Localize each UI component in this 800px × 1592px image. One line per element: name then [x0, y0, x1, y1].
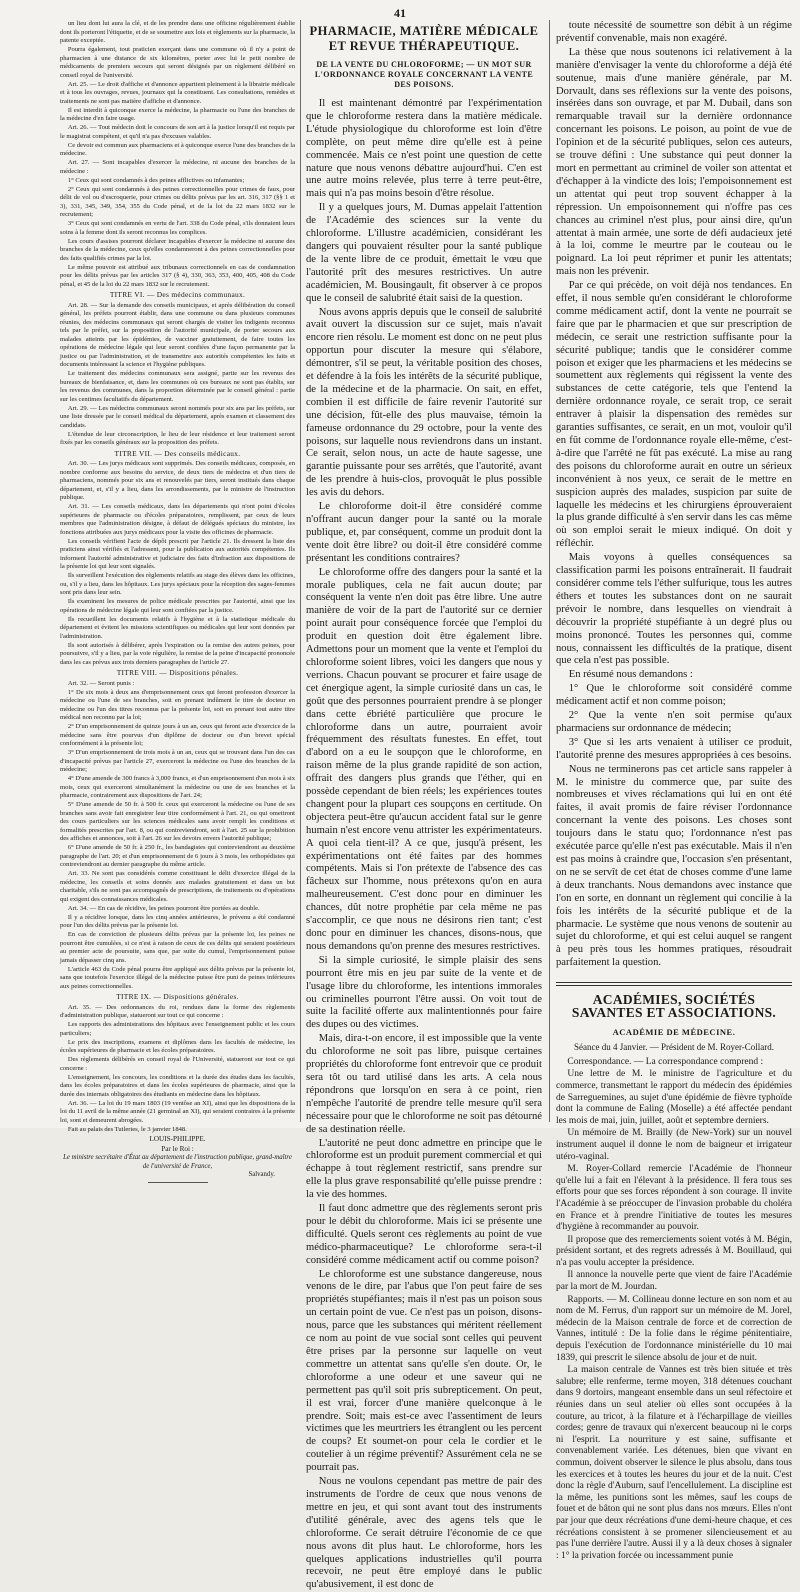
paragraph: Nous ne voulons cependant pas mettre de pair des instruments de l'ordre de ceux que nous venons de mettre en jeu, et qui sont avant tout des instruments d'utilité générale, avec des agens tels que le chloroforme. Ce serait détruire l'économie de ce que nous avons dit plus haut. Le chloroforme, hors les quelques applications industrielles qu'il pourra recevoir, ne peut être employé dans le public qu'abusivement, il est donc de: [306, 1476, 542, 1591]
paragraph: Ce devoir est commun aux pharmaciens et à quiconque exerce l'une des branches de la médecine.: [60, 141, 295, 157]
paragraph: Correspondance. — La correspondance comprend :: [567, 1056, 764, 1067]
paragraph: Il est maintenant démontré par l'expérimentation que le chloroforme restera dans la matière médicale. L'étude physiologique du chloroforme est loin d'être complète, on peut même dire qu'elle est à peine commencée. Mais ce n'est point une question de cette nature que nous venons débattre aujourd'hui. C'en est une autre moins relevée, plus terre à terre peut-être, mais qui n'a pas moins besoin d'être résolue.: [306, 98, 542, 200]
section-heading-academies: ACADÉMIES, SOCIÉTÉS SAVANTES ET ASSOCIATIONS.: [571, 992, 777, 1021]
paragraph: Le chloroforme est une substance dangereuse, nous venons de le dire, par l'abus que l'on peut faire de ses propriétés stupéfiantes; mais il n'est pas un poison sous un certain point de vue. Ce n'est pas un poison, disons-nous, parce que les substances qui méritent réellement ce nom au point de vue social sont celles qui peuvent être prises par la personne sur laquelle on veut commettre un attentat sans qu'elle s'en doute. Or, le chloroforme a une odeur et une saveur qui ne permettent pas qu'il soit pris subrepticement. On peut, il est vrai, forcer d'une manière quelconque à le prendre. Soit; mais est-ce avec l'assentiment de leurs victimes que les meurtriers les étranglent ou les percent de coups? Et soumet-on pour cela le cordier et le coutelier à un régime préventif? Assurément cela ne se pourrait pas.: [306, 1268, 542, 1474]
paragraph: Art. 27. — Sont incapables d'exercer la médecine, ni aucune des branches de la médecine :: [60, 159, 295, 175]
paragraph: Le prix des inscriptions, examens et diplômes dans les facultés de médecine, les écoles supérieures de pharmacie et les écoles préparatoires.: [60, 1038, 295, 1054]
paragraph: En résumé nous demandons :: [568, 669, 693, 681]
paragraph: Art. 31. — Les conseils médicaux, dans les départements qui n'ont point d'écoles supérieures de pharmacie ou d'écoles préparatoires, remplissent, par ceux de leurs membres que l'administration désigne, à défaut de délégués spéciaux du ministre, les fonctions attribuées aux jurys médicaux pour la visite des officines de pharmacie.: [60, 503, 295, 536]
column-right: [556, 20, 792, 1561]
paragraph: un lieu dont lui aura la clé, et de les prendre dans une officine régulièrement établie dont ils porteront l'étiquette, et de se soumettre aux lois et règlements sur la pharmacie, la patente exceptée.: [60, 20, 295, 44]
paragraph: Il y a récidive lorsque, dans les cinq années antérieures, le prévenu a été condamné pour l'un des délits prévus par la présente loi.: [60, 913, 295, 929]
paragraph: Rapports. — M. Collineau donne lecture en son nom et au nom de M. Ferrus, d'un rapport sur un mémoire de M. Jorel, médecin de la Maison centrale de force et de correction de Vannes, intitulé : De la folie dans le régime pénitentiaire, depuis l'exécution de l'ordonnance ministérielle du 10 mai 1839, qui prescrit le silence absolu de jour et de nuit.: [556, 1294, 792, 1363]
paragraph: Nous avons appris depuis que le conseil de salubrité avait ouvert la discussion sur ce sujet, mais n'avait encore rien résolu. Le moment est donc on ne peut plus opportun pour discuter la mesure qui s'élabore, démontrer, s'il se peut, la véritable position des choses, et défendre à la fois les intérêts de la sécurité publique, de la médecine et de la pharmacie. On sait, en effet, combien il est difficile de faire revenir l'autorité sur une décision, fût-elle des plus mauvaise, témoin la fameuse ordonnance du 29 octobre, pour la vente des poisons, sur laquelle nous reviendrons dans un instant. Ce serait, selon nous, un acte de haute sagesse, une garantie puissante pour ses arrêtés, que l'autorité, avant de les prendre à huis-clos, provoquât le plus possible les avis du dehors.: [306, 306, 542, 499]
paragraph: En cas de conviction de plusieurs délits prévus par la présente loi, les peines ne pourront être cumulées, si ce n'est à raison de ceux de ces délits qui seraient postérieurs au premier acte de poursuite, sans que, par suite du cumul, l'emprisonnement puisse jamais dépasser cinq ans.: [60, 931, 295, 964]
section-rule: [556, 985, 792, 986]
paragraph: Ils surveillent l'exécution des règlements relatifs au stage des élèves dans les officines, ou, s'il y a lieu, dans les hôpitaux. Les jurys spéciaux pour la réception des sages-femmes sont pris dans leur sein.: [60, 572, 295, 596]
paragraph: Art. 26. — Tout médecin doit le concours de son art à la justice lorsqu'il est requis par le magistrat compétent, et qu'il n'a pas d'excuses valables.: [60, 124, 295, 140]
law-text-block: [60, 302, 295, 448]
paragraph: Les rapports des administrations des hôpitaux avec l'enseignement public et les cours particuliers;: [60, 1021, 295, 1037]
paragraph: Art. 29. — Les médecins communaux seront nommés pour six ans par les préfets, sur une liste dressée par le conseil médical du département, après examen et classement des candidats.: [60, 404, 295, 429]
section-title-titre-ix: TITRE IX. — Dispositions générales.: [116, 992, 239, 1001]
paragraph: Fait au palais des Tuileries, le 3 janvier 1848.: [67, 1125, 187, 1133]
paragraph: Art. 34. — En cas de récidive, les peines pourront être portées au double.: [67, 904, 260, 912]
paragraph: 2° Que la vente n'en soit permise qu'aux pharmaciens sur ordonnance de médecin;: [556, 710, 792, 734]
paragraph: La thèse que nous soutenons ici relativement à la manière d'envisager la vente du chloroforme a déjà été soutenue, mais d'une manière générale, par M. Dorvault, dans ses réflexions sur la vente des poisons, insérées dans son ouvrage, et par M. Dubail, dans son remarquable travail sur la dernière ordonnance concernant les poisons. Le poison, au point de vue de l'opinion et de la sécurité publiques, selon ces auteurs, se trouve défini : Une substance qui peut donner la mort en permettant au criminel de voiler son attentat et d'échapper à la vindicte des lois; l'empoisonnement est un attentat qui peut trop souvent échapper à la répression. Un empoisonnement qui n'offre pas ces chances au criminel n'est plus, pour ainsi dire, qu'un attentat à main armée, une sorte de défi audacieux jeté à la loi, comme le meurtre par le couteau ou le poignard. La loi peut réprimer et punir les attentats; mais non les prévenir.: [556, 46, 792, 278]
paragraph: Par ce qui précède, on voit déjà nos tendances. En effet, il nous semble qu'en considérant le chloroforme comme médicament actif, dont la vente ne pourrait se faire que par le pharmacien et que sur prescription de médecin, ce serait une restriction suffisante pour la sécurité publique; tandis que le considérer comme poison et exiger que les pharmaciens et les médecins se soumettent aux règlements qui régissent la vente des substances de cette catégorie, tels que l'entend la dernière ordonnance royale, ce serait trop, ce serait entraver à plaisir la dispensation des remèdes sur garanties suffisantes, ce serait, en un mot, vouloir qu'il en fût comme de l'ordonnance royale elle-même, c'est-à-dire que l'arrêté ne fût pas exécuté. La mise au rang des poisons du chloroforme aurait en outre un sérieux inconvénient à nos yeux, ce serait de le mettre en suspicion auprès des malades, suspicion par suite de laquelle les médecins et les chirurgiens éprouveraient la plus grande difficulté à s'en servir dans les cas même où son emploi serait le mieux indiqué. On doit y réfléchir.: [556, 280, 792, 550]
column-divider: [300, 20, 301, 1122]
paragraph: 4° D'une amende de 300 francs à 3,000 francs, et d'un emprisonnement d'un mois à six mois, ceux qui exerceront simultanément la médecine ou une de ses branches et la pharmacie, contrairement aux dispositions de l'art. 24;: [60, 775, 295, 799]
paragraph: 2° Ceux qui sont condamnés à des peines correctionnelles pour crimes de faux, pour délit de vol ou d'escroquerie, pour crimes ou délits prévus par les art. 316, 317 (§§ 1 et 3), 331, 345, 349, 354, 355 du Code pénal, et de la loi du 22 mars 1832 sur le recrutement;: [60, 185, 295, 218]
paragraph: 6° D'une amende de 50 fr. à 250 fr., les bandagistes qui contreviendront au deuxième paragraphe de l'art. 20; et d'un emprisonnement de 6 jours à 3 mois, les orthopédistes qui contreviendront au dernier paragraphe du même article.: [60, 844, 295, 868]
article-body: [306, 98, 542, 1592]
section-rule: [556, 982, 792, 983]
paragraph: L'autorité ne peut donc admettre en principe que le chloroforme est un produit purement commercial et qui échappe à tout règlement restrictif, sans prendre sur elle la plus grave responsabilité qu'elle puisse prendre : la vie des hommes.: [306, 1137, 542, 1201]
paragraph: Les conseils vérifient l'acte de dépôt prescrit par l'article 21. Ils dressent la liste des praticiens ainsi vérifiés et l'adressent, pour la publication aux autorités compétentes. Ils informent l'autorité administrative et judiciaire des faits d'infraction aux dispositions de la présente loi qui leur sont signalés.: [60, 537, 295, 570]
paragraph: Des règlements délibérés en conseil royal de l'Université, statueront sur tout ce qui concerne :: [60, 1056, 295, 1072]
paragraph: Mais, dira-t-on encore, il est impossible que la vente du chloroforme ne soit pas libre, puisque certaines propriétés du chloroforme font entrevoir que ce produit sera tôt ou tard utilisé dans les arts. A cela nous répondrons que lorsqu'on en sera à ce point, rien n'empêche l'autorité de prendre telle mesure qu'il sera nécessaire pour que le chloroforme ne soit pas détourné de sa destination réelle.: [306, 1033, 542, 1135]
column-divider: [549, 20, 550, 1122]
paragraph: 3° Ceux qui sont condamnés en vertu de l'art. 338 du Code pénal, s'ils donnaient leurs soins à la femme dont ils seront reconnus les complices.: [60, 220, 295, 236]
end-rule: [148, 1182, 208, 1183]
paragraph: Art. 32. — Seront punis :: [67, 679, 135, 687]
paragraph: Art. 35. — Des ordonnances du roi, rendues dans la forme des règlements d'administration publique, statueront sur tout ce qui concerne :: [60, 1003, 295, 1019]
paragraph: L'étendue de leur circonscription, le lieu de leur résidence et leur traitement seront fixés par les conseils généraux sur la proposition des préfets.: [60, 430, 295, 446]
paragraph: Il annonce la nouvelle perte que vient de faire l'Académie par la mort de M. Jourdan.: [556, 1270, 792, 1293]
paragraph: Le traitement des médecins communaux sera assigné, partie sur les revenus des bureaux de bienfaisance, et, dans les communes où ces bureaux ne sont pas établis, sur les revenus des communes, dans la proportion déterminée par le conseil général : partie sur les centimes facultatifs du département.: [60, 370, 295, 403]
paragraph: Il est interdit à quiconque exerce la médecine, la pharmacie ou l'une des branches de la médecine d'en faire usage.: [60, 106, 295, 122]
column-middle: [306, 20, 542, 1591]
paragraph: Art. 33. Ne sont pas considérés comme constituant le délit d'exercice illégal de la médecine, les conseils et soins donnés aux malades gratuitement et dans un but charitable, s'ils ne sont pas accompagnés de prescriptions, de traitements ou d'opérations qui exigent des connaissances médicales.: [60, 870, 295, 903]
paragraph: Pourra également, tout praticien exerçant dans une commune où il n'y a point de pharmacien à une distance de six kilomètres, porter avec lui le petit nombre de médicaments de premiers secours qui seront désignés par un règlement délibéré en conseil royal de l'université.: [60, 46, 295, 79]
paragraph: L'enseignement, les concours, les conditions et la durée des études dans les facultés, dans les écoles préparatoires et dans les écoles supérieures de pharmacie, ainsi que la durée des internats obligatoires des étudiants en médecine dans les hôpitaux.: [60, 1073, 295, 1098]
section-title-titre-vii: TITRE VII. — Des conseils médicaux.: [114, 448, 241, 458]
minister-name: Salvandy.: [248, 1171, 275, 1178]
paragraph: L'article 463 du Code pénal pourra être appliqué aux délits prévus par la présente loi, sans que toutefois l'exercice illégal de la médecine puisse être puni de peines inférieures aux peines correctionnelles.: [60, 965, 295, 990]
paragraph: Le chloroforme offre des dangers pour la santé et la morale publiques, cela ne fait aucun doute; par conséquent la vente n'en doit pas être libre. Une autre manière de voir de la part de l'autorité sur ce dernier point aurait pour conséquence forcée que l'emploi du produit en question doit être également libre. Admettons pour un moment que la vente et l'emploi du chloroforme soient libres, voici les dangers que nous y verrions. Chacun pouvant se procurer et faire usage de cet énergique agent, la simple curiosité dans un cas, le goût que des personnes pourraient prendre à se plonger dans cette ébriété particulière que procure le chloroforme dans un autre, pourraient avoir fréquemment des résultats funestes. En effet, tout d'abord on a eu le soupçon que le chloroforme, en raison même de la plus grande rapidité de son action, offrait des dangers plus grands que l'éther, qui en possède cependant de bien réels; les expériences toutes changent pour la plupart ces soupçons en certitude. On objectera peut-être qu'aucun accident fatal sur le genre humain n'est encore venu attrister les expérimentateurs. A quoi cela tient-il? A ce que, jusqu'à présent, les expérimentations ont été faites par des hommes compétents. Mais si l'on prétexte de l'absence des cas fâcheux sur l'homme, nous prétexons qu'on en aura malheureusement. C'est donc pour en diminuer les chances, dût notre prophétie par cela même ne pas s'accomplir, ce que nous ne désirons rien tant; c'est donc pour en diminuer les chances, disons-nous, que nous demandons qu'on prenne des mesures restrictives.: [306, 566, 542, 952]
paragraph: Ils recueillent les documents relatifs à l'hygiène et à la statistique médicale du département et évitent les missions scientifiques ou médicales qui leur sont données par l'administration.: [60, 615, 295, 640]
law-text-block: [60, 1004, 295, 1135]
paragraph: 5° D'une amende de 50 fr. à 500 fr. ceux qui exerceront la médecine ou l'une de ses branches sans avoir fait enregistrer leur titre conformément à l'art. 21, ou qui omettront des cours particuliers sur les sciences médicales sans avoir rempli les conditions et formalités prescrites par l'art. 8, ou qui contreviendront, soit à l'art. 25 sur la prohibition des affiches et annonces, soit à l'art. 26 sur les devoirs envers l'autorité publique;: [60, 801, 295, 842]
paragraph: Si la simple curiosité, le simple plaisir des sens pourront être mis en jeu par suite de la vente et de l'usage libre du chloroforme, les intentions immorales ou criminelles pourront l'être aussi. On voit tout de suite la facilité offerte aux malintentionnés pour faire des dupes ou des victimes.: [306, 954, 542, 1031]
paragraph: Le chloroforme doit-il être considéré comme n'offrant aucun danger pour la santé ou la morale publique, et, par conséquent, comme un produit dont la vente doit être libre? ou doit-il être considéré comme présentant les conditions contraires?: [306, 501, 542, 564]
paragraph: Un mémoire de M. Brailly (de New-York) sur un nouvel instrument auquel il donne le nom de baigneur et irrigateur utéro-vaginal.: [556, 1128, 792, 1162]
article-continuation: [556, 20, 792, 970]
section-heading-pharmacie: PHARMACIE, MATIÈRE MÉDICALE ET REVUE THÉRAPEUTIQUE.: [309, 24, 539, 53]
paragraph: M. Royer-Collard remercie l'Académie de l'honneur qu'elle lui a fait en l'élevant à la présidence. Il fera tous ses efforts pour que ses forces répondent à son courage. Il invite l'Académie à se préoccuper de l'invasion probable du choléra en France et à prendre l'initiative de toutes les mesures d'hygiène à recommander au pouvoir.: [556, 1164, 792, 1233]
paragraph: Nous ne terminerons pas cet article sans rappeler à M. le ministre du commerce que, par suite des nombreuses et vives réclamations qui lui en ont été faites, il avait promis de faire réviser l'ordonnance concernant la vente des poisons. Les choses sont toujours dans le statu quo; l'ordonnance n'est pas exécutée parce qu'elle n'est pas exécutable. Mais il n'en est pas moins à craindre que, l'occasion s'en présentant, on ne se servît de cet état de choses comme d'une lame à deux tranchants. Nous demandons avec instance que l'on en sorte, en donnant un règlement qui concilie à la fois les intérêts de la sécurité publique et de la pharmacie. Le système que nous venons de soutenir au sujet du chloroforme, et qui est celui auquel se rangent à peu près tous les hommes pratiques, résoudrait parfaitement la question.: [556, 763, 792, 969]
paragraph: Art. 28. — Sur la demande des conseils municipaux, et après délibération du conseil général, les préfets pourront établir, dans une commune ou dans plusieurs communes réunies, des médecins communaux qui seront chargés de visiter les indigents reconnus tels par le préfet, sur la proposition de l'autorité municipale, de porter secours aux malades atteints par les épidémies, de vacciner gratuitement, de faire toutes les opérations de médecine légale qui leur seront confiées d'une façon permanente par la justice ou par l'administration, et de transmettre aux autorités compétentes les faits et documents intéressant la science et l'hygiène publiques.: [60, 301, 295, 368]
paragraph: 3° D'un emprisonnement de trois mois à un an, ceux qui se trouvant dans l'un des cas d'incapacité prévus par l'article 27, exerceront la médecine ou l'une des branches de la médecine;: [60, 749, 295, 773]
law-text-block: [60, 460, 295, 667]
paragraph: 1° De six mois à deux ans d'emprisonnement ceux qui feront profession d'exercer la médecine ou l'une de ses branches, soit en prenant indûment le titre de docteur en médecine ou l'un des titres reconnus par la présente loi, soit en prenant tout autre titre médical non reconnu par la loi;: [60, 688, 295, 721]
par-le-roi: Par le Roi :: [161, 1144, 194, 1153]
section-title-titre-viii: TITRE VIII. — Dispositions pénales.: [116, 668, 239, 677]
paragraph: Ils sont autorisés à délibérer, après l'expiration ou la remise des autres peines, pour poursuivre, s'il y a lieu, par la voie régulière, la remise de la peine d'incapacité prononcée dans les cas prévus aux trois derniers paragraphes de l'article 27.: [60, 641, 295, 666]
paragraph: toute nécessité de soumettre son débit à un régime préventif convenable, mais non exagéré.: [556, 20, 792, 44]
paragraph: Art. 25. — Le droit d'affiche et d'annonce appartient pleinement à la librairie médicale et à tous les ouvrages, revues, journaux qui la constituent. Les consultations, remèdes et traitements ne sont pas matière d'affiche et d'annonce.: [60, 80, 295, 105]
article-subheading: DE LA VENTE DU CHLOROFORME; — UN MOT SUR L'ORDONNANCE ROYALE CONCERNANT LA VENTE DES POISONS.: [314, 60, 534, 89]
law-text-block: [60, 680, 295, 992]
paragraph: Une lettre de M. le ministre de l'agriculture et du commerce, transmettant le rapport du médecin des épidémies de Sarreguemines, au sujet d'une épidémie de fièvre typhoïde dont la commune de Ealing (Moselle) a été affectée pendant les mois de mai, juin, juillet, août et septembre derniers.: [556, 1069, 792, 1126]
minister-title: Le ministre secrétaire d'État au département de l'instruction publique, grand-maître de l'université de France,: [63, 1154, 292, 1170]
paragraph: 1° Ceux qui sont condamnés à des peines afflictives ou infamantes;: [67, 176, 245, 184]
paragraph: Les cours d'assises pourront déclarer incapables d'exercer la médecine ni aucune des branches de la médecine, ceux qu'elles condamneront à des peines correctionnelles pour des faits qualifiés crimes par la loi.: [60, 237, 295, 262]
paragraph: Art. 30. — Les jurys médicaux sont supprimés. Des conseils médicaux, composés, en nombre conforme aux besoins du service, de deux tiers de médecins et d'un tiers de pharmaciens, nommés pour six ans et renouvelés par tiers, seront institués dans chaque département, et, s'il y a lieu, dans les arrondissements, par le ministre de l'instruction publique.: [60, 460, 295, 501]
paragraph: Le même pouvoir est attribué aux tribunaux correctionnels en cas de condamnation pour les délits prévus par les articles 317 (§ 4), 330, 363, 353, 400, 405, 408 du Code pénal, et 45 de la loi du 22 mars 1832 sur le recrutement.: [60, 263, 295, 288]
paragraph: Art. 36. — La loi du 19 mars 1803 (19 ventôse an XI), ainsi que les dispositions de la loi du 11 avril de la même année (21 germinal an XI), qui seraient contraires à la présente loi, sont et demeurent abrogées.: [60, 1099, 295, 1124]
paragraph: Il y a quelques jours, M. Dumas appelait l'attention de l'Académie des sciences sur la vente du chloroforme. L'illustre académicien, considérant les dangers qui pouvaient résulter pour la santé publique de la vente libre de ce produit, émettait le vœu que l'autorité prît des mesures restrictives. Un autre académicien, M. Bousingault, fit observer à ce propos que le conseil de salubrité était saisi de la question.: [306, 202, 542, 304]
session-line: Séance du 4 Janvier. — Président de M. Royer-Collard.: [573, 1041, 775, 1052]
royal-signature: LOUIS-PHILIPPE.: [149, 1135, 206, 1143]
paragraph: Il faut donc admettre que des règlements seront pris pour le débit du chloroforme. Mais ici se présente une difficulté. Quels seront ces règlements au point de vue médico-pharmaceutique? Le chloroforme sera-t-il considéré comme médicament actif ou comme poison?: [306, 1203, 542, 1266]
paragraph: 1° Que le chloroforme soit considéré comme médicament actif et non comme poison;: [556, 683, 792, 708]
paragraph: Ils examinent les mesures de police médicale prescrites par l'autorité, ainsi que les opérations de médecine légale qui leur sont confiées par la justice.: [60, 598, 295, 614]
law-text-block: [60, 20, 295, 289]
page-number: 41: [394, 6, 406, 20]
paragraph: La maison centrale de Vannes est très bien située et très salubre; elle renferme, terme moyen, 318 détenues couchant dans 9 dortoirs, mangeant ensemble dans un seul réfectoire et réunies dans un seul atelier où elles sont occupées à la couture, au tricot, à la filature et à l'écharpillage de vieilles cordes; genre de travaux qui n'exercent beaucoup ni le corps ni l'esprit. La nourriture y est saine, suffisante et convenablement variée. Les détenues, bien que vivant en commun, doivent observer le silence le plus absolu, dans tous les exercices et à toutes les heures du jour et de la nuit. C'est donc la règle d'Auburn, sauf l'encellulement. La discipline est la même, les punitions sont les mêmes, sauf les coups de fouet et de bâton qui ne sont plus dans nos mœurs. Elles n'ont par jour que deux récréations d'une demi-heure chaque, et ces récréations consistent à se promener silencieusement et au pas l'une derrière l'autre. Aussi il y a là deux choses à signaler : 1° la privation forcée ou incessamment punie: [556, 1365, 792, 1561]
academy-report-body: [556, 1057, 792, 1563]
column-left: [60, 20, 295, 1178]
paragraph: Mais voyons à quelles conséquences sa classification parmi les poisons entraînerait. Il faudrait considérer comme tels l'éther sulfurique, tous les autres éthers et toutes les substances dont on ne saurait prévoir le nombre, dans lesquelles on viendrait à découvrir la propriété stupéfiante à un degré plus ou moins prononcé. Toutes les personnes qui, comme nous, connaissent les difficultés de la pratique, disent que cela n'est pas possible.: [556, 552, 792, 667]
paragraph: 3° Que si les arts venaient à utiliser ce produit, l'autorité prenne des mesures appropriées à ces besoins.: [556, 736, 792, 761]
paragraph: Il propose que des remerciements soient votés à M. Bégin, président sortant, et des regrets adressés à M. Bouillaud, qui n'a pas voulu accepter la présidence.: [556, 1234, 792, 1268]
academy-heading: ACADÉMIE DE MÉDECINE.: [612, 1026, 736, 1037]
section-title-titre-vi: TITRE VI. — Des médecins communaux.: [109, 290, 246, 299]
paragraph: 2° D'un emprisonnement de quinze jours à un an, ceux qui feront acte d'exercice de la médecine sans être pourvus d'un diplôme de docteur ou d'un brevet spécial conformément à la présente loi;: [60, 723, 295, 747]
